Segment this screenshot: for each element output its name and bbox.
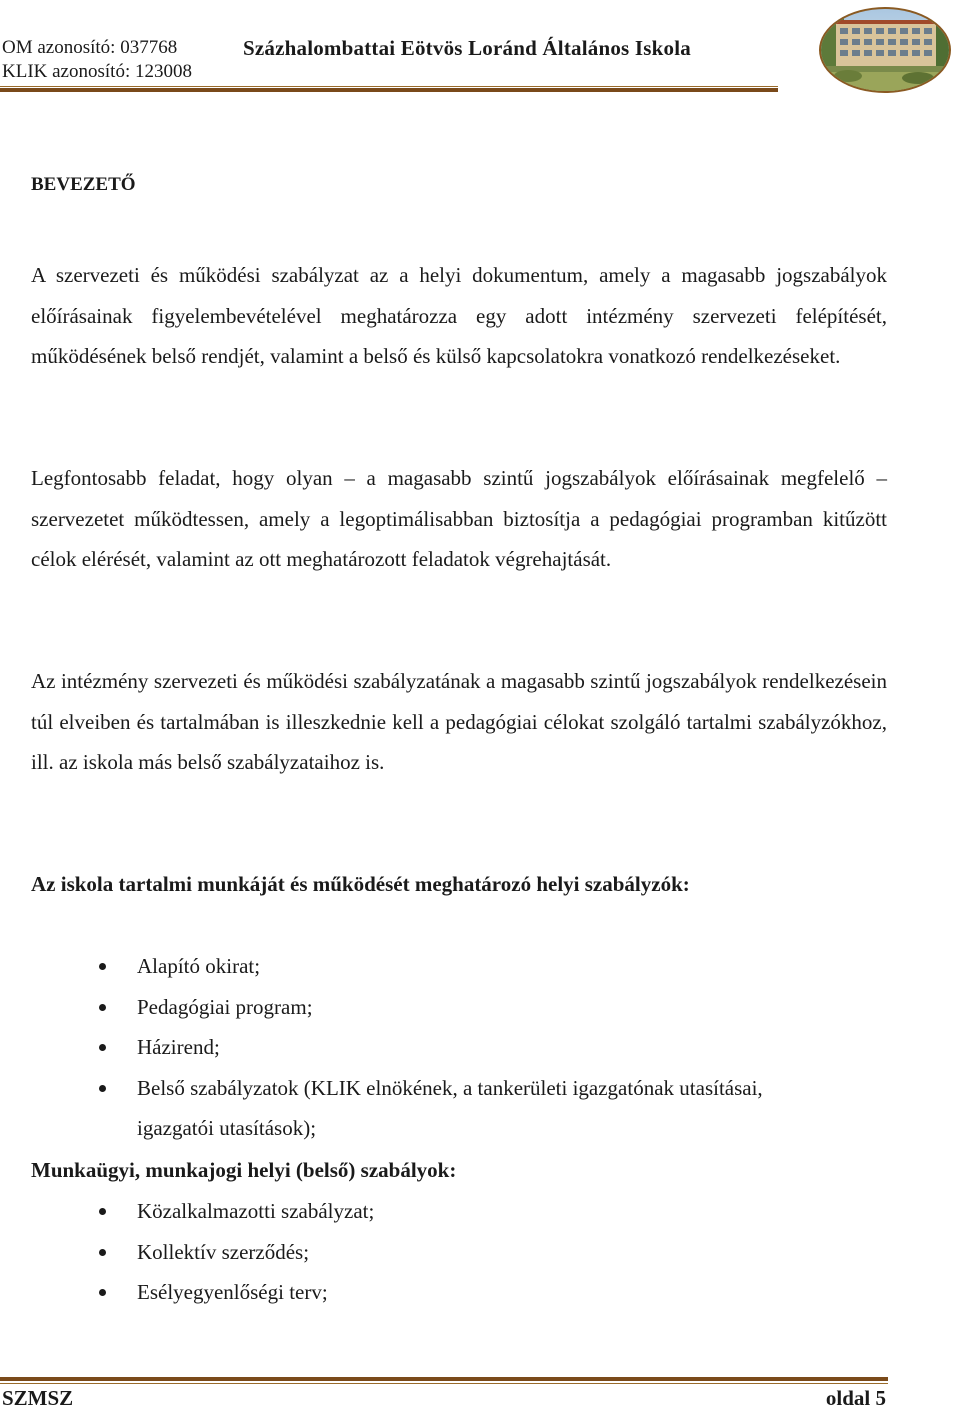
page-number: oldal 5 — [825, 1386, 886, 1410]
list-item — [31, 1232, 887, 1273]
footer-divider-thick — [0, 1377, 888, 1381]
footer-divider-thin — [0, 1383, 888, 1384]
list-item-text: Kollektív szerződés; — [137, 1239, 310, 1264]
bullet-icon — [99, 1208, 106, 1215]
list-item — [31, 946, 887, 987]
bullet-icon — [99, 963, 106, 970]
list-item — [31, 1191, 887, 1232]
list-item — [31, 987, 887, 1028]
list2-heading: Munkaügyi, munkajogi helyi (belső) szabályok: — [31, 1158, 457, 1182]
paragraph-2: Legfontosabb feladat, hogy olyan – a magasabb szintű jogszabályok előírásainak megfelelő – szervezetet működtessen, amely a legoptimálisabban biztosítja a pedagógiai programban kitűzött célok elérését, valamint az ott meghatározott feladatok végrehajtását. — [31, 466, 887, 572]
footer-doc-code: SZMSZ — [2, 1386, 74, 1410]
paragraph-1: A szervezeti és működési szabályzat az a helyi dokumentum, amely a magasabb jogszabályok előírásainak figyelembevételével meghatározza egy adott intézmény szervezeti felépítését, működésének belső rendjét, valamint a belső és külső kapcsolatokra vonatkozó rendelkezéseket. — [31, 263, 887, 369]
list2 — [31, 1191, 887, 1313]
list-item-text: Pedagógiai program; — [137, 994, 313, 1019]
list-item — [31, 1272, 887, 1313]
section-title: BEVEZETŐ — [31, 174, 136, 195]
list1 — [31, 946, 887, 1149]
bullet-icon — [99, 1249, 106, 1256]
header-divider-thin — [0, 86, 778, 87]
om-id: OM azonosító: 037768 — [2, 37, 178, 58]
list-item-text: Közalkalmazotti szabályzat; — [137, 1199, 375, 1223]
list-item-text: Házirend; — [137, 1035, 220, 1060]
bullet-icon — [99, 1085, 106, 1092]
list-item-text: Belső szabályzatok (KLIK elnökének, a tankerületi igazgatónak utasításai, igazgatói utasítások); — [137, 1075, 763, 1141]
school-name: Százhalombattai Eötvös Loránd Általános Iskola — [243, 36, 691, 60]
paragraph-3: Az intézmény szervezeti és működési szabályzatának a magasabb szintű jogszabályok rendelkezésein túl elveiben és tartalmában is illeszkednie kell a pedagógiai célokat szolgáló tartalmi szabályzókhoz, ill. az iskola más belső szabályzataihoz is. — [31, 669, 887, 775]
header-ids — [2, 36, 192, 84]
list-item-text: Alapító okirat; — [137, 954, 261, 978]
header-divider-thick — [0, 88, 778, 92]
bullet-icon — [99, 1289, 106, 1296]
bullet-icon — [99, 1004, 106, 1011]
list-item — [31, 1027, 887, 1068]
school-building-photo — [818, 6, 952, 94]
list1-heading: Az iskola tartalmi munkáját és működését meghatározó helyi szabályzók: — [31, 872, 690, 896]
list-item — [31, 1068, 887, 1149]
list-item-text: Esélyegyenlőségi terv; — [137, 1280, 328, 1305]
bullet-icon — [99, 1044, 106, 1051]
klik-id: KLIK azonosító: 123008 — [2, 61, 192, 82]
